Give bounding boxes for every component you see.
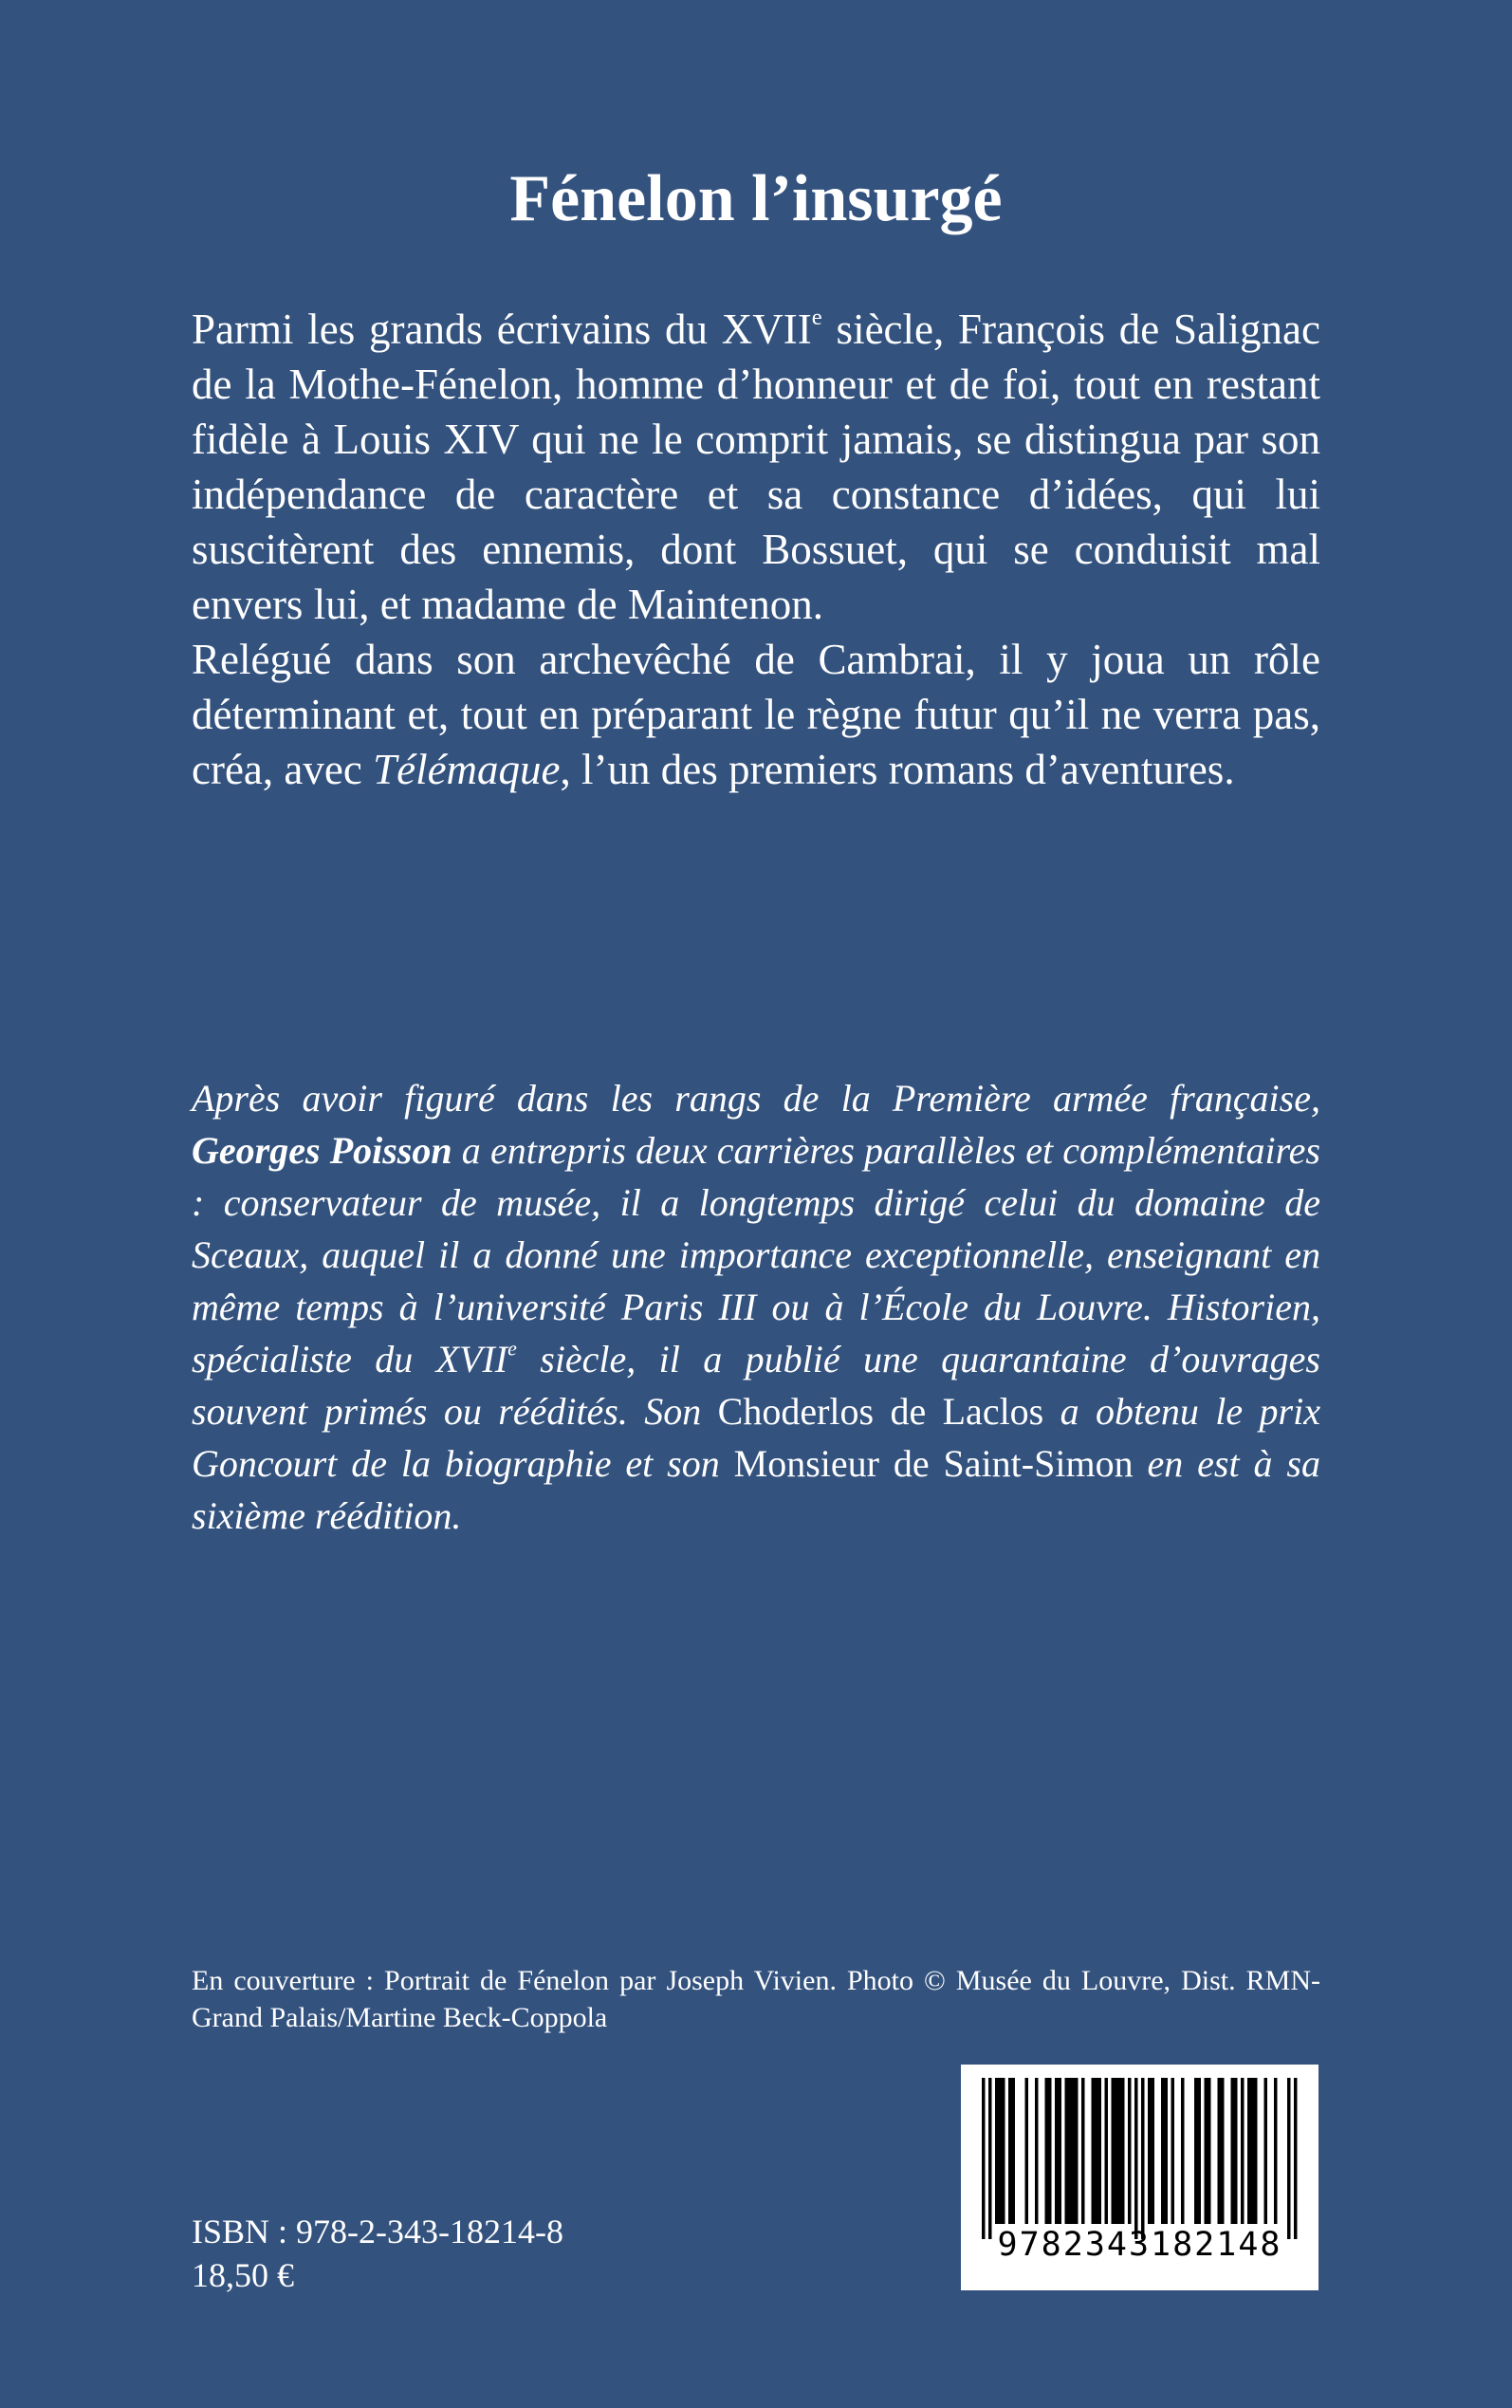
isbn-number: ISBN : 978-2-343-18214-8: [192, 2213, 563, 2251]
barcode-bar: [1025, 2078, 1029, 2224]
summary-text: Relégué dans son archevêché de Cambrai, il y joua un rôle déterminant et, tout en préparant le règne futur qu’il ne verra pas, créa, avec: [192, 636, 1320, 793]
barcode-bar: [1218, 2078, 1225, 2224]
isbn-price-block: [192, 2210, 563, 2297]
author-name: Georges Poisson: [192, 1129, 452, 1172]
work-title: Télémaque: [373, 746, 561, 793]
barcode-bar: [1105, 2078, 1109, 2224]
book-reference: Choderlos de Laclos: [717, 1390, 1044, 1433]
barcode-bar: [1134, 2078, 1138, 2239]
cover-credit: En couverture : Portrait de Fénelon par Joseph Vivien. Photo © Musée du Louvre, Dist. RMN-Grand Palais/Martine Beck-Coppola: [192, 1965, 1320, 2033]
author-biography: [192, 1072, 1320, 1542]
summary-text: , l’un des premiers romans d’aventures.: [560, 746, 1235, 793]
barcode: [961, 2065, 1318, 2290]
barcode-bar: [1045, 2078, 1052, 2224]
book-title: Fénelon l’insurgé: [509, 162, 1003, 235]
barcode-bar: [1055, 2078, 1061, 2224]
bio-text: Après avoir figuré dans les rangs de la Première armée française,: [192, 1077, 1320, 1120]
bio-text: siècle, il a publié une quarantaine d’ouvrages souvent primés ou réédités. Son: [192, 1338, 1320, 1433]
summary-text: siècle, François de Salignac de la Mothe-Fénelon, homme d’honneur et de foi, tout en restant fidèle à Louis XIV qui ne le comprit jamais, se distingua par son indépendance de caractère et sa constance d’idées, qui lui suscitèrent des ennemis, dont Bossuet, qui se conduisit mal envers lui, et madame de Maintenon.: [192, 306, 1320, 628]
summary-paragraph-2: [192, 632, 1320, 797]
summary-text: Parmi les grands écrivains du XVII: [192, 306, 812, 353]
barcode-bar: [1141, 2078, 1145, 2239]
barcode-bar: [988, 2078, 992, 2239]
barcode-bar: [995, 2078, 1005, 2224]
barcode-bar: [982, 2078, 986, 2239]
barcode-bar: [1181, 2078, 1185, 2224]
barcode-bar: [1065, 2078, 1079, 2224]
barcode-bar: [1092, 2078, 1102, 2224]
barcode-bar: [1128, 2078, 1132, 2224]
bio-text: a obtenu le prix Goncourt de la biographie et son: [192, 1390, 1320, 1485]
barcode-bar: [1247, 2078, 1258, 2224]
century-superscript: e: [811, 305, 822, 331]
barcode-bar: [1205, 2078, 1211, 2224]
barcode-bar: [1264, 2078, 1268, 2224]
barcode-bar: [1161, 2078, 1168, 2224]
barcode-bar: [1194, 2078, 1201, 2224]
summary-paragraph-1: [192, 302, 1320, 632]
book-summary: [192, 302, 1320, 797]
barcode-bar: [1274, 2078, 1278, 2224]
barcode-bar: [1148, 2078, 1154, 2224]
barcode-bar: [1035, 2078, 1039, 2224]
book-reference: Monsieur de Saint-Simon: [733, 1442, 1134, 1485]
barcode-bar: [1294, 2078, 1298, 2239]
century-superscript: e: [507, 1336, 517, 1361]
barcode-bar: [1241, 2078, 1245, 2224]
barcode-bar: [1171, 2078, 1175, 2224]
barcode-bar: [1231, 2078, 1238, 2224]
barcode-bar: [1112, 2078, 1125, 2224]
price: 18,50 €: [192, 2256, 294, 2294]
barcode-bar: [1287, 2078, 1291, 2239]
barcode-bar: [1081, 2078, 1085, 2224]
bio-text: en est à sa sixième réédition.: [192, 1442, 1320, 1537]
barcode-digits: 9782343182148: [997, 2226, 1282, 2264]
bio-text: a entrepris deux carrières parallèles et complémentaires : conservateur de musée, il a longtemps dirigé celui du domaine de Sceaux, auquel il a donné une importance exceptionnelle, enseignant en même temps à l’université Paris III ou à l’École du Louvre. Historien, spécialiste du XVII: [192, 1129, 1320, 1380]
barcode-bar: [1008, 2078, 1015, 2224]
